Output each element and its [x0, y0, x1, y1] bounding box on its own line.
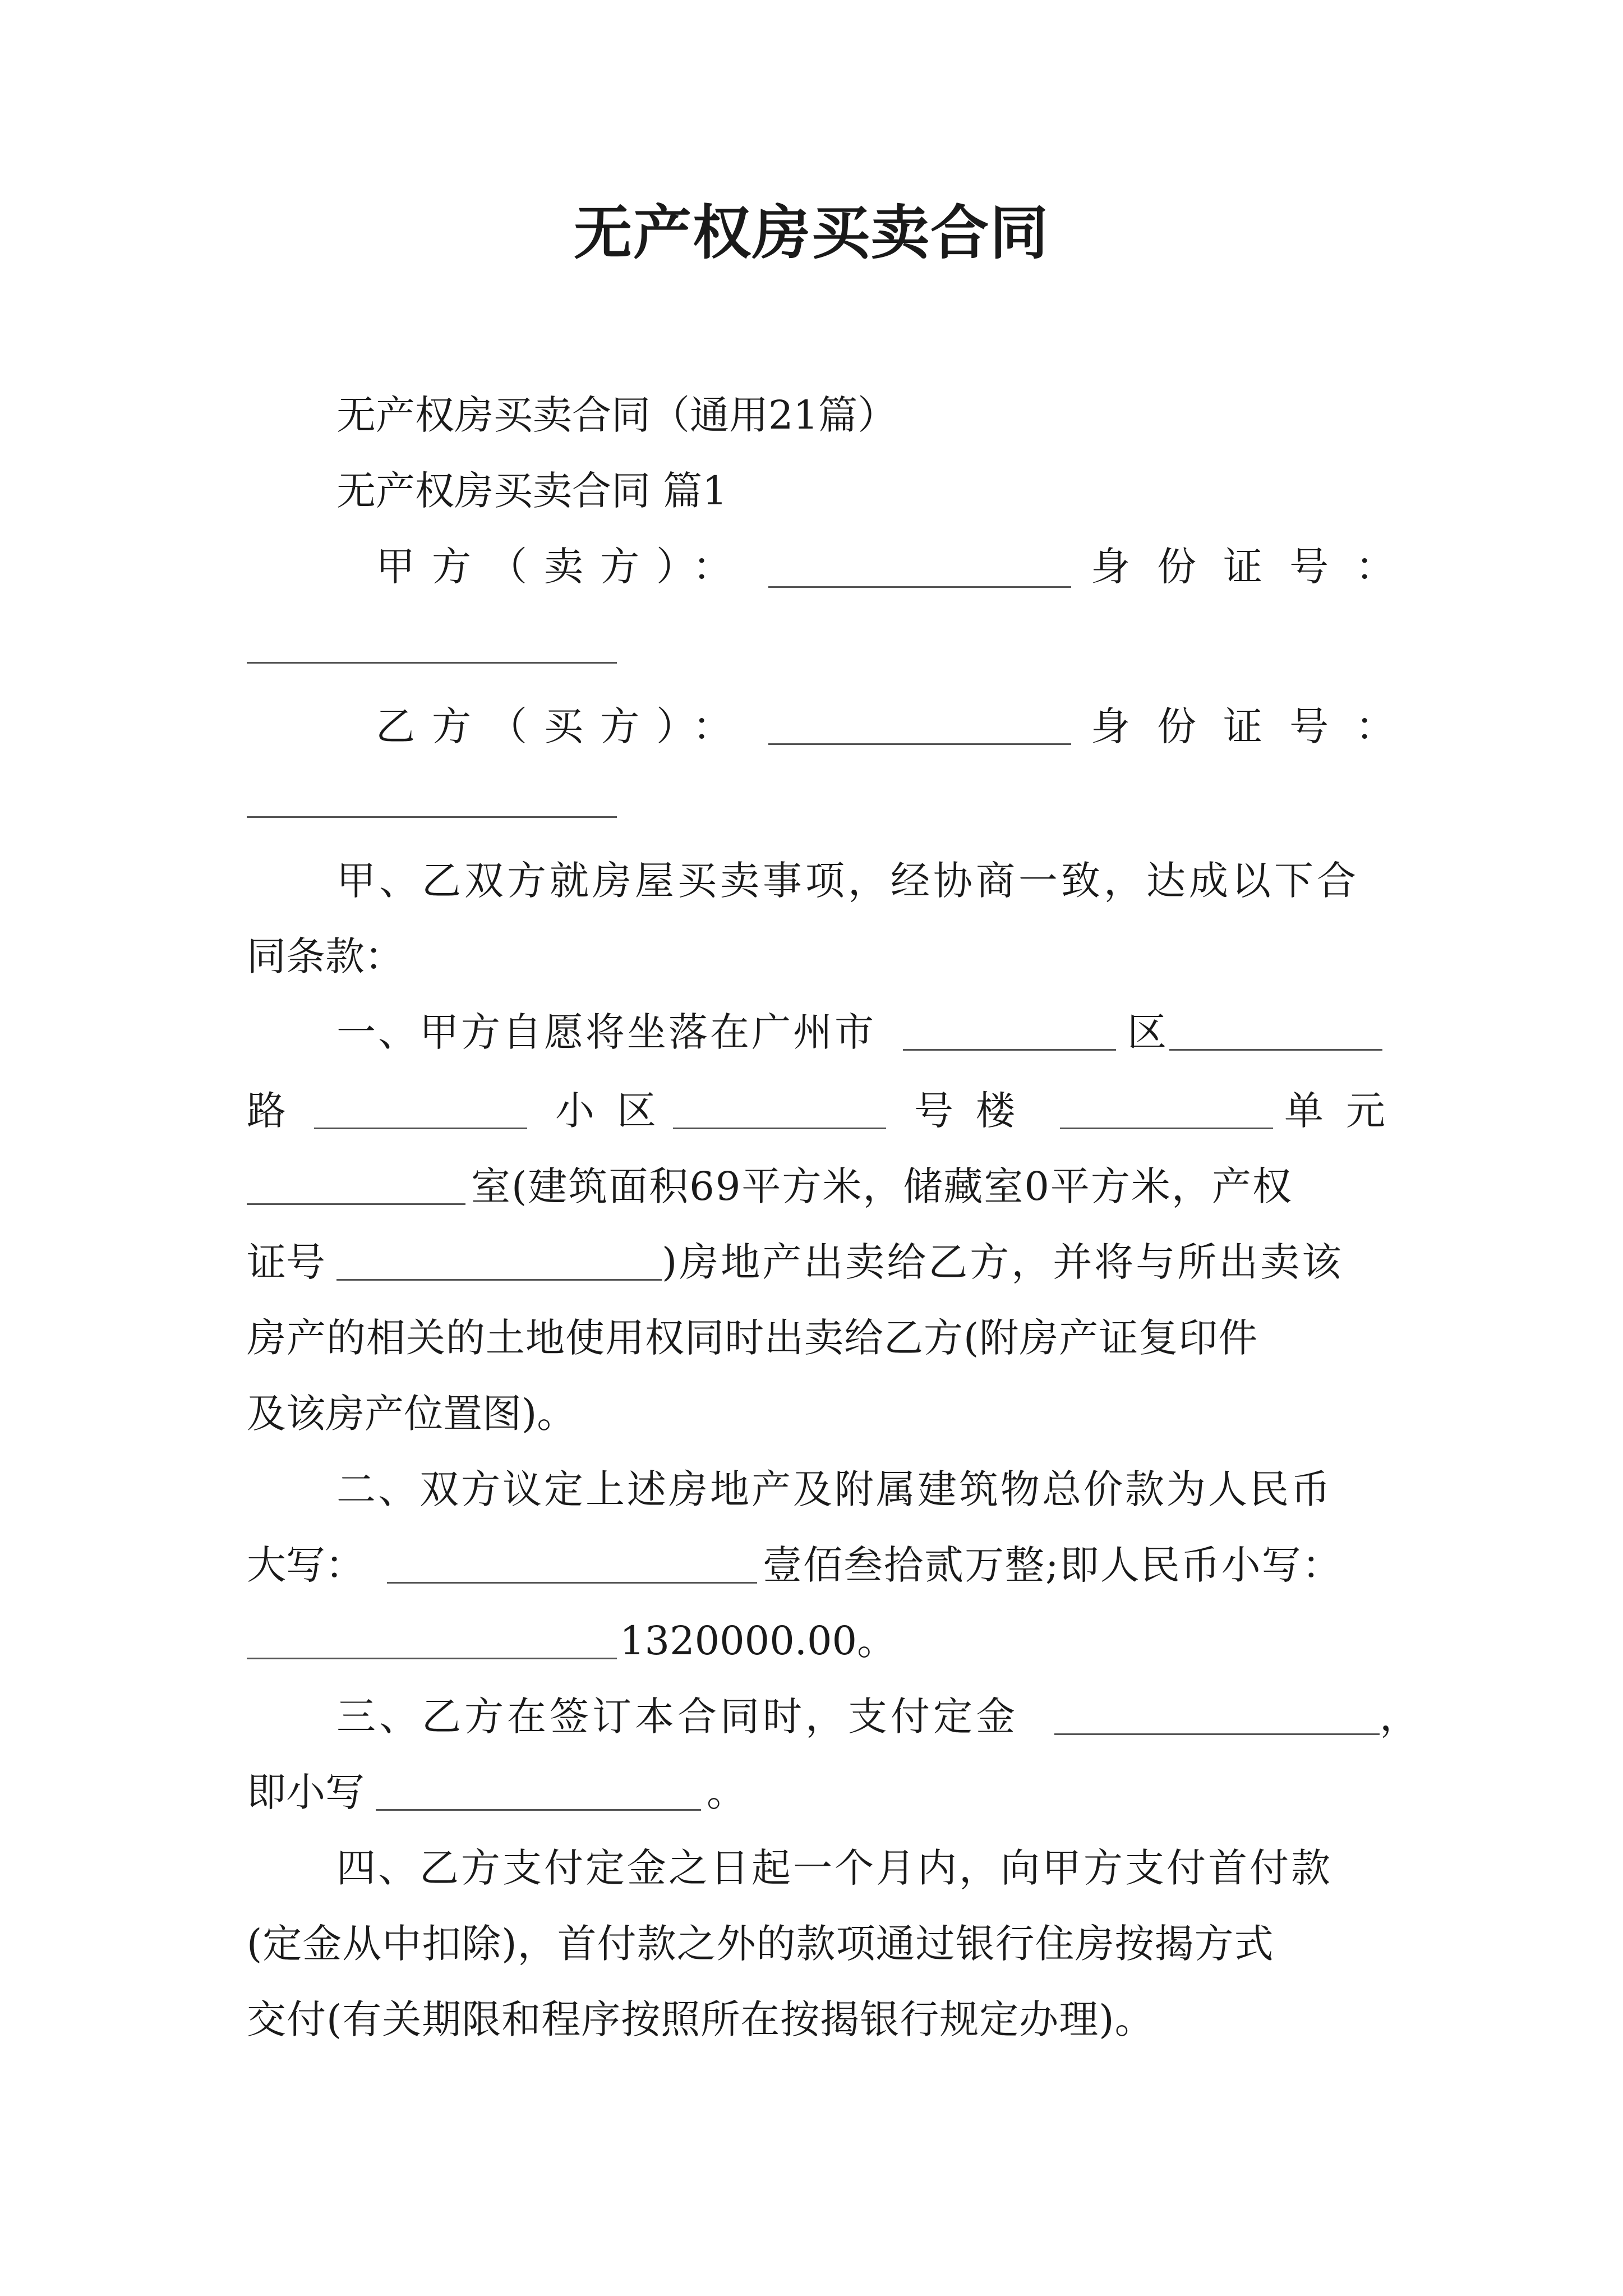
document-title: 无产权房买卖合同: [573, 198, 1049, 267]
clause4-line3: 交付(有关期限和程序按照所在按揭银行规定办理)。: [247, 1996, 1155, 2042]
subtitle: 无产权房买卖合同（通用21篇）: [336, 392, 897, 438]
clause3-line2-b: 。: [707, 1769, 746, 1815]
party-b-id-blank: [247, 816, 617, 818]
clause1-line5: 房产的相关的土地使用权同时出卖给乙方(附房产证复印件: [247, 1315, 1258, 1361]
clause1-line6: 及该房产位置图)。: [247, 1391, 577, 1437]
clause1-community: 小区: [555, 1088, 679, 1134]
clause2-line3: 1320000.00。: [620, 1618, 897, 1664]
clause1-line3: 室(建筑面积69平方米，储藏室0平方米，产权: [471, 1163, 1293, 1209]
clause4-line2: (定金从中扣除)，首付款之外的款项通过银行住房按揭方式: [247, 1921, 1274, 1967]
clause1-room-blank: [247, 1203, 465, 1205]
clause2-uppercase-blank: [387, 1582, 757, 1584]
clause1-road-blank: [314, 1128, 527, 1129]
clause1-line4-a: 证号: [247, 1239, 325, 1285]
intro-line-2: 同条款：: [247, 933, 404, 979]
chapter-heading: 无产权房买卖合同 篇1: [336, 468, 727, 514]
party-a-id-blank: [247, 662, 617, 664]
clause2-line2-a: 大写：: [247, 1542, 365, 1588]
clause1-district-blank: [1169, 1049, 1382, 1051]
party-a-id-label: 身份证号：: [1091, 544, 1422, 590]
clause2-lowercase-blank: [247, 1658, 617, 1659]
clause1-building: 号楼: [914, 1088, 1038, 1134]
clause3-line1-a: 三、乙方在签订本合同时，支付定金: [336, 1694, 1018, 1740]
clause3-lowercase-blank: [376, 1809, 701, 1811]
party-b-label: 乙方（买方）：: [376, 703, 749, 749]
clause3-line2-a: 即小写: [247, 1769, 365, 1815]
clause1-unit: 单元: [1284, 1088, 1408, 1134]
clause3-deposit-blank: [1054, 1733, 1380, 1735]
clause1-community-blank: [673, 1128, 886, 1129]
party-b-id-label: 身份证号：: [1091, 703, 1422, 749]
clause2-line2-b: 壹佰叁拾贰万整;即人民币小写：: [763, 1542, 1343, 1588]
clause1-line1-b: 区: [1127, 1009, 1166, 1055]
clause1-cert-blank: [336, 1279, 662, 1281]
party-a-name-blank: [768, 586, 1071, 588]
intro-line-1: 甲、乙双方就房屋买卖事项，经协商一致，达成以下合: [336, 858, 1359, 904]
clause2-line1: 二、双方议定上述房地产及附属建筑物总价款为人民币: [336, 1466, 1332, 1512]
clause3-line1-b: ，: [1380, 1694, 1419, 1740]
clause1-line1-a: 一、甲方自愿将坐落在广州市: [336, 1009, 876, 1055]
party-b-name-blank: [768, 743, 1071, 745]
clause1-line4-b: )房地产出卖给乙方，并将与所出卖该: [662, 1239, 1344, 1285]
clause4-line1: 四、乙方支付定金之日起一个月内，向甲方支付首付款: [336, 1845, 1332, 1891]
clause1-road: 路: [247, 1088, 286, 1134]
clause1-city-blank: [903, 1049, 1116, 1051]
party-a-label: 甲方（卖方）：: [376, 544, 749, 590]
clause1-building-blank: [1060, 1128, 1273, 1129]
